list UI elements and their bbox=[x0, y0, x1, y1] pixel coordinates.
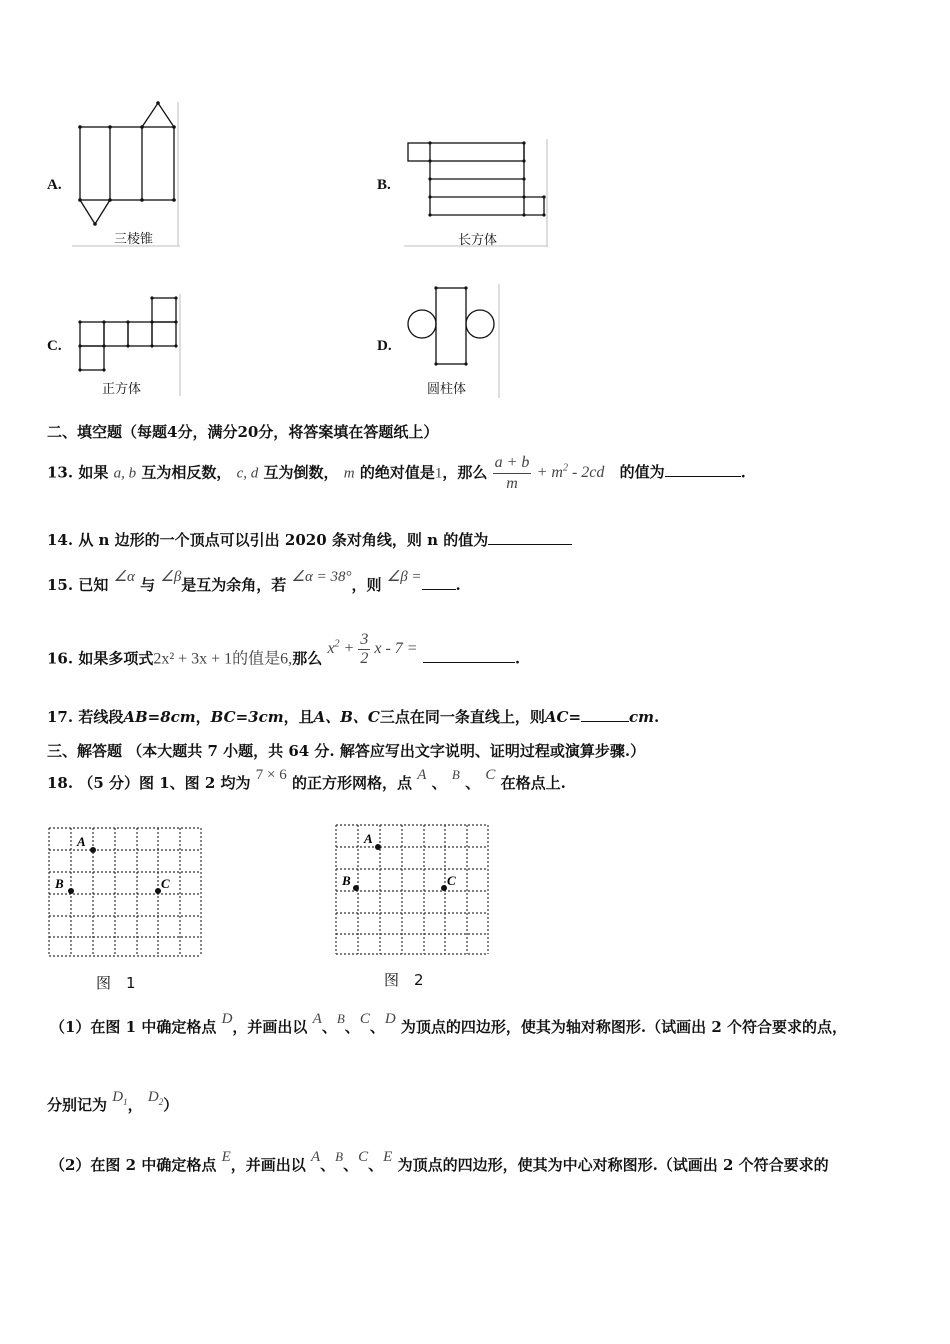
q16-frac-den: 2 bbox=[360, 650, 369, 668]
q13-text-1: 如果 bbox=[78, 463, 109, 482]
grid2-label-b: B bbox=[342, 873, 351, 888]
q13-text-5: ，那么 bbox=[442, 463, 488, 482]
p2-text-1: （2）在图 2 中确定格点 bbox=[50, 1156, 217, 1174]
q13-text-6: 的值为 bbox=[619, 463, 665, 482]
p2-sep-2: 、 bbox=[343, 1156, 359, 1174]
grid2-point-a bbox=[375, 844, 381, 850]
q13-frac-num: a + b bbox=[493, 453, 532, 474]
p1-sep-1: 、 bbox=[321, 1018, 337, 1036]
p2-c: C bbox=[358, 1149, 369, 1165]
p2-a: A bbox=[310, 1149, 321, 1165]
grid2-label-c: C bbox=[447, 873, 456, 888]
p2-b: B bbox=[335, 1149, 344, 1164]
q16-end: . bbox=[514, 649, 521, 668]
q18-sep-2: 、 bbox=[465, 774, 481, 792]
grid-figure-2 bbox=[334, 823, 492, 957]
q15-answer-blank bbox=[422, 575, 456, 590]
p2-e: E bbox=[383, 1149, 393, 1165]
q15-beta-eq: ∠β = bbox=[386, 569, 422, 585]
q18-point-b: B bbox=[451, 767, 460, 782]
grid-figure-1 bbox=[47, 826, 205, 960]
q13-ab: a, b bbox=[113, 465, 137, 482]
q18-number: 18. （5 分）图 1、图 2 均为 bbox=[47, 774, 251, 792]
figure-b bbox=[404, 137, 548, 247]
p1-d2-letter: D bbox=[147, 1089, 159, 1105]
q13-m: m bbox=[343, 465, 355, 482]
q16-text-1: 那么 bbox=[292, 649, 323, 668]
grid2-point-b bbox=[353, 885, 359, 891]
grid1-label-b: B bbox=[55, 876, 64, 891]
grid-figure-2-caption: 图 2 bbox=[384, 971, 424, 989]
p1-d1 bbox=[112, 1089, 127, 1105]
q17-end: . bbox=[654, 708, 660, 726]
p1-comma: ， bbox=[127, 1096, 143, 1114]
figure-d bbox=[404, 284, 500, 398]
q13-fraction bbox=[493, 453, 532, 494]
p1-c: C bbox=[359, 1011, 370, 1027]
p1-a: A bbox=[312, 1011, 322, 1027]
q13-one: 1 bbox=[434, 465, 443, 482]
option-d-label: D. bbox=[377, 338, 392, 354]
section-3-heading: 三、解答题 （本大题共 7 小题，共 64 分. 解答应写出文字说明、证明过程或演算步骤.） bbox=[47, 742, 646, 760]
q15-text-2: 是互为余角，若 bbox=[181, 576, 287, 594]
q17-unit: cm bbox=[629, 708, 655, 726]
p1-d2 bbox=[148, 1089, 163, 1105]
q17-text-1: ，且 bbox=[283, 708, 314, 726]
q16-frac-num: 3 bbox=[360, 631, 369, 649]
grid-figure-1-caption: 图 1 bbox=[96, 974, 136, 992]
q14-text: 14. 从 n 边形的一个顶点可以引出 2020 条对角线，则 n 的值为 bbox=[47, 531, 489, 549]
option-c-label: C. bbox=[47, 338, 62, 354]
q15-alpha: ∠α bbox=[113, 569, 135, 585]
option-b-label: B. bbox=[377, 177, 391, 193]
part-1-line-2 bbox=[47, 1088, 178, 1122]
q15-end: . bbox=[455, 576, 461, 594]
q13-answer-blank bbox=[665, 462, 741, 477]
q13-cd: c, d bbox=[236, 465, 259, 482]
option-a-caption: 三棱锥 bbox=[114, 232, 154, 247]
q17-ac: AC= bbox=[544, 708, 582, 726]
p2-text-2: ，并画出以 bbox=[230, 1156, 306, 1174]
q17-number: 17. 若线段 bbox=[47, 708, 124, 726]
q18-text-2: 在格点上. bbox=[500, 774, 566, 792]
q17-bc: BC=3cm bbox=[210, 708, 284, 726]
question-14 bbox=[47, 529, 572, 550]
q15-text-1: 与 bbox=[140, 576, 156, 594]
option-d-caption: 圆柱体 bbox=[427, 382, 467, 397]
p2-text-3: 为顶点的四边形，使其为中心对称图形.（试画出 2 个符合要求的 bbox=[397, 1156, 829, 1174]
p1-d1-letter: D bbox=[112, 1089, 124, 1105]
p1-text-4: 分别记为 bbox=[47, 1096, 108, 1114]
grid1-point-a bbox=[90, 847, 96, 853]
q17-comma: ， bbox=[195, 708, 211, 726]
q13-expr bbox=[537, 464, 605, 481]
q18-text-1: 的正方形网格，点 bbox=[291, 774, 412, 792]
p2-point-e: E bbox=[221, 1149, 231, 1165]
p1-d1-sub: 1 bbox=[123, 1097, 128, 1107]
p1-sep-2: 、 bbox=[344, 1018, 360, 1036]
p1-text-1: （1）在图 1 中确定格点 bbox=[50, 1018, 217, 1036]
q13-exp: 2 bbox=[562, 463, 568, 474]
q18-point-c: C bbox=[485, 767, 496, 783]
grid2-label-a: A bbox=[364, 831, 373, 846]
p2-sep-3: 、 bbox=[368, 1156, 384, 1174]
q17-text-2: 三点在同一条直线上，则 bbox=[379, 708, 545, 726]
figure-a bbox=[72, 100, 180, 246]
q15-text-3: ，则 bbox=[351, 576, 382, 594]
q17-answer-blank bbox=[581, 707, 629, 722]
q16-polynomial: 2x² + 3x + 1的值是6, bbox=[153, 650, 293, 668]
p1-d: D bbox=[384, 1011, 396, 1027]
q15-number: 15. 已知 bbox=[47, 576, 109, 594]
q13-end: . bbox=[740, 463, 746, 482]
q18-point-a: A bbox=[417, 767, 427, 783]
question-13 bbox=[47, 446, 746, 492]
figure-c bbox=[74, 294, 182, 396]
p1-text-2: ，并画出以 bbox=[232, 1018, 308, 1036]
grid1-point-b bbox=[68, 888, 74, 894]
p1-sep-3: 、 bbox=[369, 1018, 385, 1036]
question-16 bbox=[47, 625, 520, 685]
part-2-line-1 bbox=[50, 1148, 829, 1182]
q16-fraction bbox=[358, 631, 370, 668]
p1-close: ） bbox=[163, 1096, 179, 1114]
q18-dimension: 7 × 6 bbox=[255, 767, 287, 783]
question-15 bbox=[47, 568, 461, 602]
q14-answer-blank bbox=[488, 530, 572, 545]
q16-exp: 2 bbox=[334, 639, 340, 650]
p2-sep-1: 、 bbox=[320, 1156, 336, 1174]
triangular-prism-net bbox=[72, 100, 180, 246]
grid1-label-a: A bbox=[77, 834, 86, 849]
option-a-label: A. bbox=[47, 177, 62, 193]
q13-text-2: 互为相反数， bbox=[141, 463, 232, 482]
q16-tail: x - 7 = bbox=[374, 640, 418, 658]
p1-point-d: D bbox=[221, 1011, 233, 1027]
q16-plus: + bbox=[343, 640, 355, 658]
q13-frac-den: m bbox=[506, 474, 518, 492]
q13-number: 13. bbox=[47, 463, 74, 482]
q15-beta: ∠β bbox=[160, 569, 182, 585]
p1-b: B bbox=[336, 1011, 345, 1026]
q16-answer-blank bbox=[423, 648, 515, 663]
q16-x: x bbox=[327, 640, 335, 658]
q16-expr bbox=[327, 631, 418, 668]
option-c-caption: 正方体 bbox=[102, 382, 142, 397]
p1-d2-sub: 2 bbox=[158, 1097, 164, 1107]
q15-condition: ∠α = 38° bbox=[291, 569, 352, 585]
option-b-caption: 长方体 bbox=[458, 233, 498, 248]
q17-ab: AB=8cm bbox=[123, 708, 196, 726]
q16-number: 16. 如果多项式 bbox=[47, 649, 154, 668]
q17-points: A、B、C bbox=[313, 708, 380, 726]
q13-expr-part: + m bbox=[536, 464, 563, 482]
p1-text-3: 为顶点的四边形，使其为轴对称图形.（试画出 2 个符合要求的点， bbox=[400, 1018, 848, 1036]
part-1-line-1 bbox=[50, 1010, 847, 1044]
q13-text-3: 互为倒数， bbox=[263, 463, 339, 482]
q18-sep-1: 、 bbox=[431, 774, 447, 792]
q13-text-4: 的绝对值是 bbox=[359, 463, 435, 482]
grid1-label-c: C bbox=[161, 876, 170, 891]
question-17 bbox=[47, 706, 659, 727]
q13-expr-tail: - 2cd bbox=[567, 464, 605, 482]
question-18 bbox=[47, 766, 566, 800]
section-2-heading: 二、填空题（每题4分，满分20分，将答案填在答题纸上） bbox=[47, 423, 439, 441]
